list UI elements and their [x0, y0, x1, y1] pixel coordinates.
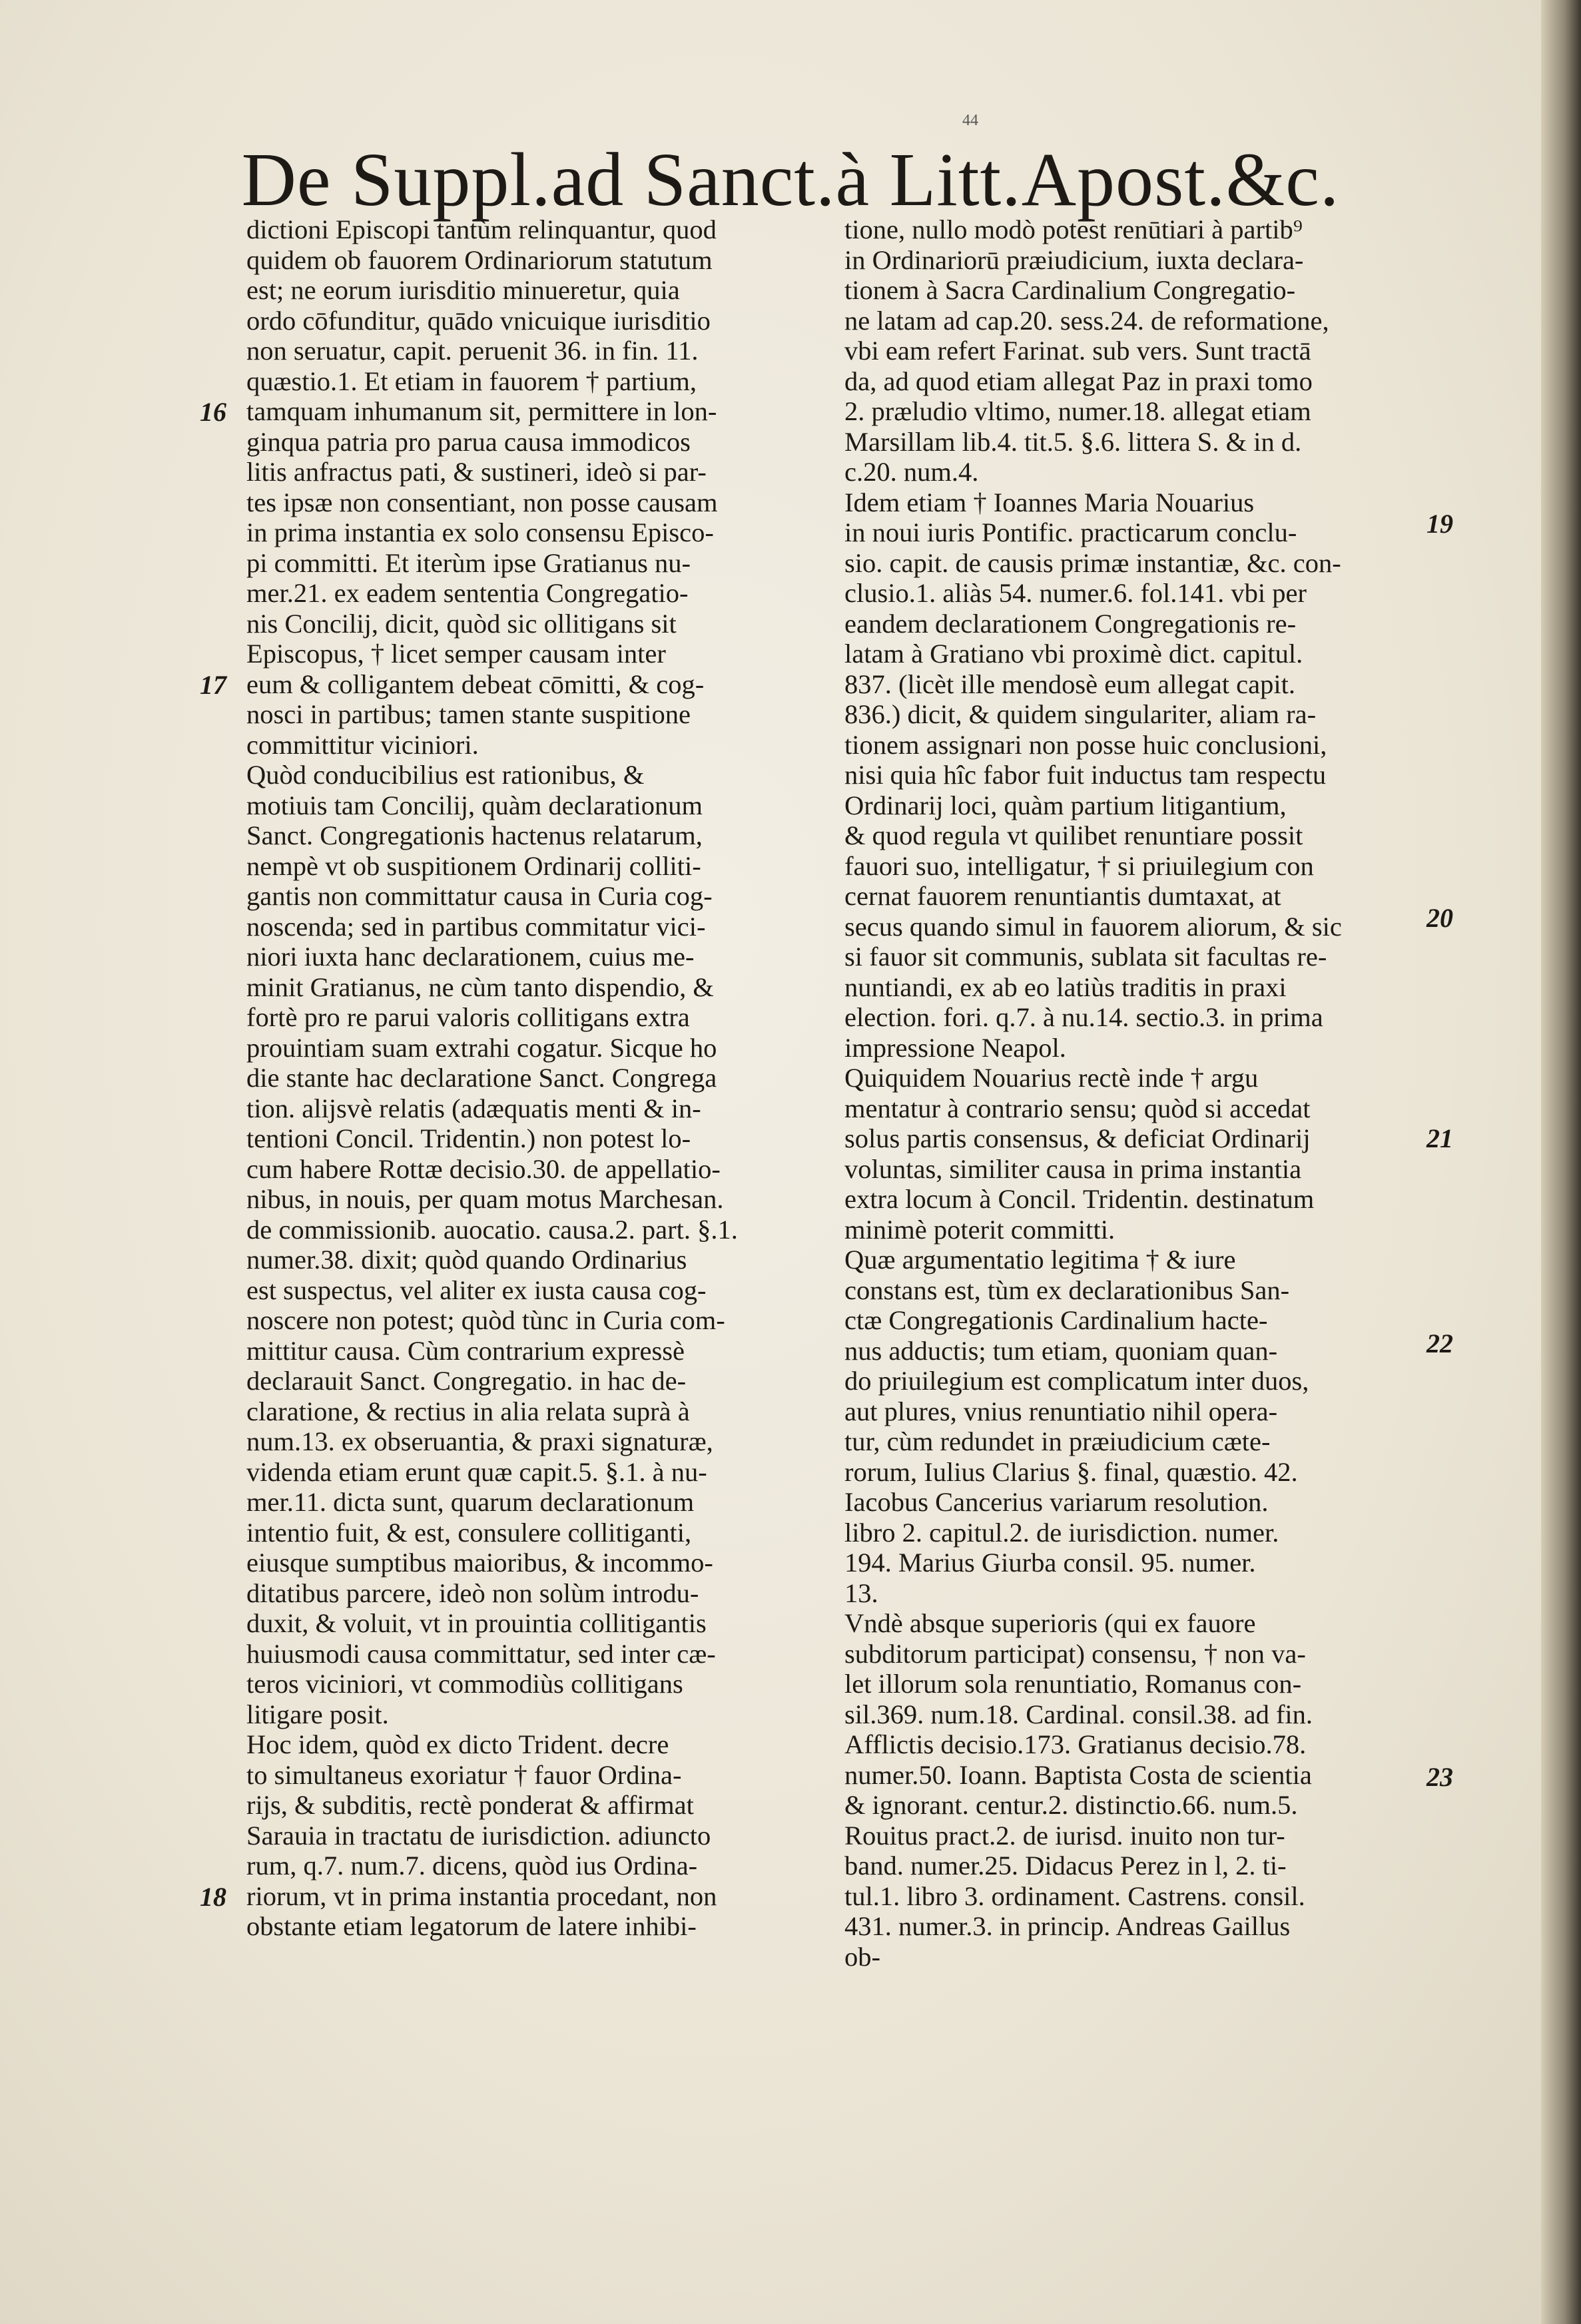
- text-line: cernat fauorem renuntiantis dumtaxat, at: [844, 881, 1281, 911]
- text-line: election. fori. q.7. à nu.14. sectio.3. in prima: [844, 1002, 1323, 1032]
- text-line: mittitur causa. Cùm contrarium expressè: [246, 1335, 685, 1366]
- text-line: minit Gratianus, ne cùm tanto dispendio, &: [246, 972, 714, 1002]
- text-line: motiuis tam Concilij, quàm declarationum: [246, 790, 703, 820]
- text-line: voluntas, similiter causa in prima instantia: [844, 1153, 1302, 1184]
- text-line: Ordinarij loci, quàm partium litigantium,: [844, 790, 1287, 820]
- text-line: fauori suo, intelligatur, † si priuilegium con: [844, 850, 1314, 881]
- text-line: rum, q.7. num.7. dicens, quòd ius Ordina-: [246, 1851, 698, 1881]
- text-line: quidem ob fauorem Ordinariorum statutum: [246, 244, 713, 275]
- text-line: litis anfractus pati, & sustineri, ideò si par-: [246, 457, 707, 487]
- text-line: nis Concilij, dicit, quòd sic ollitigans sit: [246, 608, 677, 639]
- text-line: let illorum sola renuntiatio, Romanus con-: [844, 1669, 1302, 1699]
- text-line: niori iuxta hanc declarationem, cuius me-: [246, 942, 695, 972]
- margin-number-22: 22: [1426, 1328, 1453, 1358]
- text-line: extra locum à Concil. Tridentin. destinatum: [844, 1184, 1315, 1214]
- text-line: tion. alijsvè relatis (adæquatis menti & in-: [246, 1093, 701, 1123]
- text-line: tione, nullo modò potest renūtiari à partib⁹: [844, 214, 1303, 244]
- text-line: prouintiam suam extrahi cogatur. Sicque ho: [246, 1032, 717, 1063]
- text-line: do priuilegium est complicatum inter duos,: [844, 1366, 1309, 1396]
- text-line: si fauor sit communis, sublata sit facultas re-: [844, 942, 1327, 972]
- text-line: teros viciniori, vt commodiùs collitigans: [246, 1669, 683, 1699]
- text-line: constans est, tùm ex declarationibus San-: [844, 1275, 1290, 1305]
- text-line: vbi eam refert Farinat. sub vers. Sunt tractā: [844, 336, 1311, 366]
- text-line: libro 2. capitul.2. de iurisdiction. numer.: [844, 1517, 1279, 1548]
- text-line: nempè vt ob suspitionem Ordinarij colliti-: [246, 850, 701, 881]
- text-line: 2. præludio vltimo, numer.18. allegat etiam: [844, 396, 1311, 426]
- text-line: Rouitus pract.2. de iurisd. inuito non tur-: [844, 1820, 1285, 1851]
- text-line: claratione, & rectius in alia relata suprà à: [246, 1396, 690, 1426]
- text-line: gantis non committatur causa in Curia cog-: [246, 881, 713, 911]
- text-line: est suspectus, vel aliter ex iusta causa cog-: [246, 1275, 707, 1305]
- text-line: tul.1. libro 3. ordinament. Castrens. consil.: [844, 1881, 1305, 1911]
- text-line: rijs, & subditis, rectè ponderat & affirmat: [246, 1790, 694, 1820]
- text-line: committitur viciniori.: [246, 729, 479, 760]
- text-line: mer.21. ex eadem sententia Congregatio-: [246, 578, 689, 608]
- text-line: tamquam inhumanum sit, permittere in lon-: [246, 396, 717, 426]
- text-line: ctæ Congregationis Cardinalium hacte-: [844, 1305, 1268, 1335]
- text-line: nus adductis; tum etiam, quoniam quan-: [844, 1335, 1278, 1366]
- text-line: secus quando simul in fauorem aliorum, & sic: [844, 911, 1342, 942]
- text-line: obstante etiam legatorum de latere inhibi-: [246, 1911, 697, 1941]
- text-line: Marsillam lib.4. tit.5. §.6. littera S. & in d.: [844, 426, 1302, 457]
- margin-number-18: 18: [200, 1882, 226, 1912]
- text-line: solus partis consensus, & deficiat Ordinarij: [844, 1123, 1311, 1153]
- margin-number-20: 20: [1426, 903, 1453, 933]
- text-line: Afflictis decisio.173. Gratianus decisio.78.: [844, 1729, 1307, 1759]
- text-line: duxit, & voluit, vt in prouintia collitigantis: [246, 1608, 707, 1638]
- text-line: in noui iuris Pontific. practicarum conclu-: [844, 517, 1297, 547]
- text-line: eiusque sumptibus maioribus, & incommo-: [246, 1548, 713, 1578]
- page-title: De Suppl.ad Sanct.à Litt.Apost.&c.: [241, 137, 1340, 222]
- text-line: numer.38. dixit; quòd quando Ordinarius: [246, 1245, 687, 1275]
- text-line: Hoc idem, quòd ex dicto Trident. decre: [246, 1729, 669, 1759]
- text-line: eum & colligantem debeat cōmitti, & cog-: [246, 669, 705, 699]
- book-spine-shadow: [1541, 0, 1581, 2324]
- text-line: Idem etiam † Ioannes Maria Nouarius: [844, 487, 1255, 517]
- text-line: & quod regula vt quilibet renuntiare possit: [844, 820, 1303, 850]
- text-line: quæstio.1. Et etiam in fauorem † partium,: [246, 366, 697, 396]
- text-line: numer.50. Ioann. Baptista Costa de scientia: [844, 1759, 1312, 1790]
- text-line: 837. (licèt ille mendosè eum allegat capit.: [844, 669, 1296, 699]
- text-line: 194. Marius Giurba consil. 95. numer.: [844, 1548, 1256, 1578]
- text-line: to simultaneus exoriatur † fauor Ordina-: [246, 1759, 682, 1790]
- text-line: litigare posit.: [246, 1699, 389, 1729]
- left-text-column: [246, 214, 819, 1942]
- text-line: clusio.1. aliàs 54. numer.6. fol.141. vbi per: [844, 578, 1307, 608]
- margin-number-16: 16: [200, 397, 226, 427]
- text-line: 836.) dicit, & quidem singulariter, aliam ra-: [844, 699, 1317, 729]
- text-line: cum habere Rottæ decisio.30. de appellatio-: [246, 1153, 721, 1184]
- text-line: tionem à Sacra Cardinalium Congregatio-: [844, 275, 1296, 305]
- text-line: mer.11. dicta sunt, quarum declarationum: [246, 1487, 695, 1517]
- text-line: band. numer.25. Didacus Perez in l, 2. ti-: [844, 1851, 1287, 1881]
- text-line: de commissionib. auocatio. causa.2. part. §.1.: [246, 1214, 738, 1245]
- text-line: tentioni Concil. Tridentin.) non potest lo-: [246, 1123, 691, 1153]
- text-line: aut plures, vnius renuntiatio nihil opera-: [844, 1396, 1278, 1426]
- text-line: riorum, vt in prima instantia procedant, non: [246, 1881, 717, 1911]
- text-line: ditatibus parcere, ideò non solùm introdu-: [246, 1578, 699, 1608]
- text-line: sil.369. num.18. Cardinal. consil.38. ad fin.: [844, 1699, 1313, 1729]
- text-line: videnda etiam erunt quæ capit.5. §.1. à nu-: [246, 1456, 707, 1487]
- text-line: in prima instantia ex solo consensu Episco-: [246, 517, 714, 547]
- text-line: mentatur à contrario sensu; quòd si accedat: [844, 1093, 1311, 1123]
- text-line: nisi quia hîc fabor fuit inductus tam respectu: [844, 760, 1327, 790]
- text-line: Episcopus, † licet semper causam inter: [246, 639, 666, 669]
- text-line: Sanct. Congregationis hactenus relatarum,: [246, 820, 703, 850]
- text-line: 13.: [844, 1578, 878, 1608]
- text-line: intentio fuit, & est, consulere collitiganti,: [246, 1517, 692, 1548]
- text-line: ob-: [844, 1941, 880, 1972]
- text-line: nuntiandi, ex ab eo latiùs traditis in praxi: [844, 972, 1287, 1002]
- text-line: dictioni Episcopi tantùm relinquantur, quod: [246, 214, 717, 244]
- text-line: Vndè absque superioris (qui ex fauore: [844, 1608, 1256, 1638]
- text-line: Quæ argumentatio legitima † & iure: [844, 1245, 1236, 1275]
- text-line: fortè pro re parui valoris collitigans extra: [246, 1002, 690, 1032]
- text-line: da, ad quod etiam allegat Paz in praxi tomo: [844, 366, 1313, 396]
- text-line: tes ipsæ non consentiant, non posse causam: [246, 487, 718, 517]
- text-line: rorum, Iulius Clarius §. final, quæstio. 42.: [844, 1456, 1298, 1487]
- text-line: 431. numer.3. in princip. Andreas Gaillus: [844, 1911, 1291, 1941]
- text-line: sio. capit. de causis primæ instantiæ, &c. con-: [844, 547, 1341, 578]
- text-line: subditorum participat) consensu, † non va-: [844, 1638, 1306, 1669]
- text-line: Quiquidem Nouarius rectè inde † argu: [844, 1063, 1259, 1093]
- page-number: 44: [962, 112, 978, 129]
- text-line: Iacobus Cancerius variarum resolution.: [844, 1487, 1269, 1517]
- text-line: minimè poterit committi.: [844, 1214, 1115, 1245]
- text-line: tionem assignari non posse huic conclusioni,: [844, 729, 1327, 760]
- text-line: nosci in partibus; tamen stante suspitione: [246, 699, 691, 729]
- text-line: non seruatur, capit. peruenit 36. in fin. 11.: [246, 336, 699, 366]
- text-line: pi committi. Et iterùm ipse Gratianus nu-: [246, 547, 691, 578]
- text-line: est; ne eorum iurisditio minueretur, quia: [246, 275, 680, 305]
- text-line: eandem declarationem Congregationis re-: [844, 608, 1297, 639]
- text-line: huiusmodi causa committatur, sed inter cæ-: [246, 1638, 716, 1669]
- text-line: in Ordinariorū præiudicium, iuxta declara-: [844, 244, 1304, 275]
- text-line: & ignorant. centur.2. distinctio.66. num.5.: [844, 1790, 1298, 1820]
- text-line: Sarauia in tractatu de iurisdiction. adiuncto: [246, 1820, 711, 1851]
- text-line: declarauit Sanct. Congregatio. in hac de-: [246, 1366, 687, 1396]
- text-line: noscenda; sed in partibus commitatur vici-: [246, 911, 706, 942]
- right-text-column: [844, 214, 1417, 1972]
- text-line: ne latam ad cap.20. sess.24. de reformatione,: [844, 305, 1329, 336]
- text-line: num.13. ex obseruantia, & praxi signaturæ,: [246, 1426, 713, 1456]
- margin-number-21: 21: [1426, 1123, 1453, 1153]
- text-line: latam à Gratiano vbi proximè dict. capitul.: [844, 639, 1303, 669]
- text-line: impressione Neapol.: [844, 1032, 1066, 1063]
- text-line: tur, cùm redundet in præiudicium cæte-: [844, 1426, 1271, 1456]
- text-line: ordo cōfunditur, quādo vnicuique iurisditio: [246, 305, 711, 336]
- text-line: ginqua patria pro parua causa immodicos: [246, 426, 691, 457]
- margin-number-23: 23: [1426, 1762, 1453, 1792]
- margin-number-17: 17: [200, 670, 226, 700]
- text-line: Quòd conducibilius est rationibus, &: [246, 760, 645, 790]
- text-line: nibus, in nouis, per quam motus Marchesan.: [246, 1184, 724, 1214]
- text-line: die stante hac declaratione Sanct. Congrega: [246, 1063, 717, 1093]
- text-line: noscere non potest; quòd tùnc in Curia com-: [246, 1305, 725, 1335]
- text-line: c.20. num.4.: [844, 457, 979, 487]
- margin-number-19: 19: [1426, 509, 1453, 539]
